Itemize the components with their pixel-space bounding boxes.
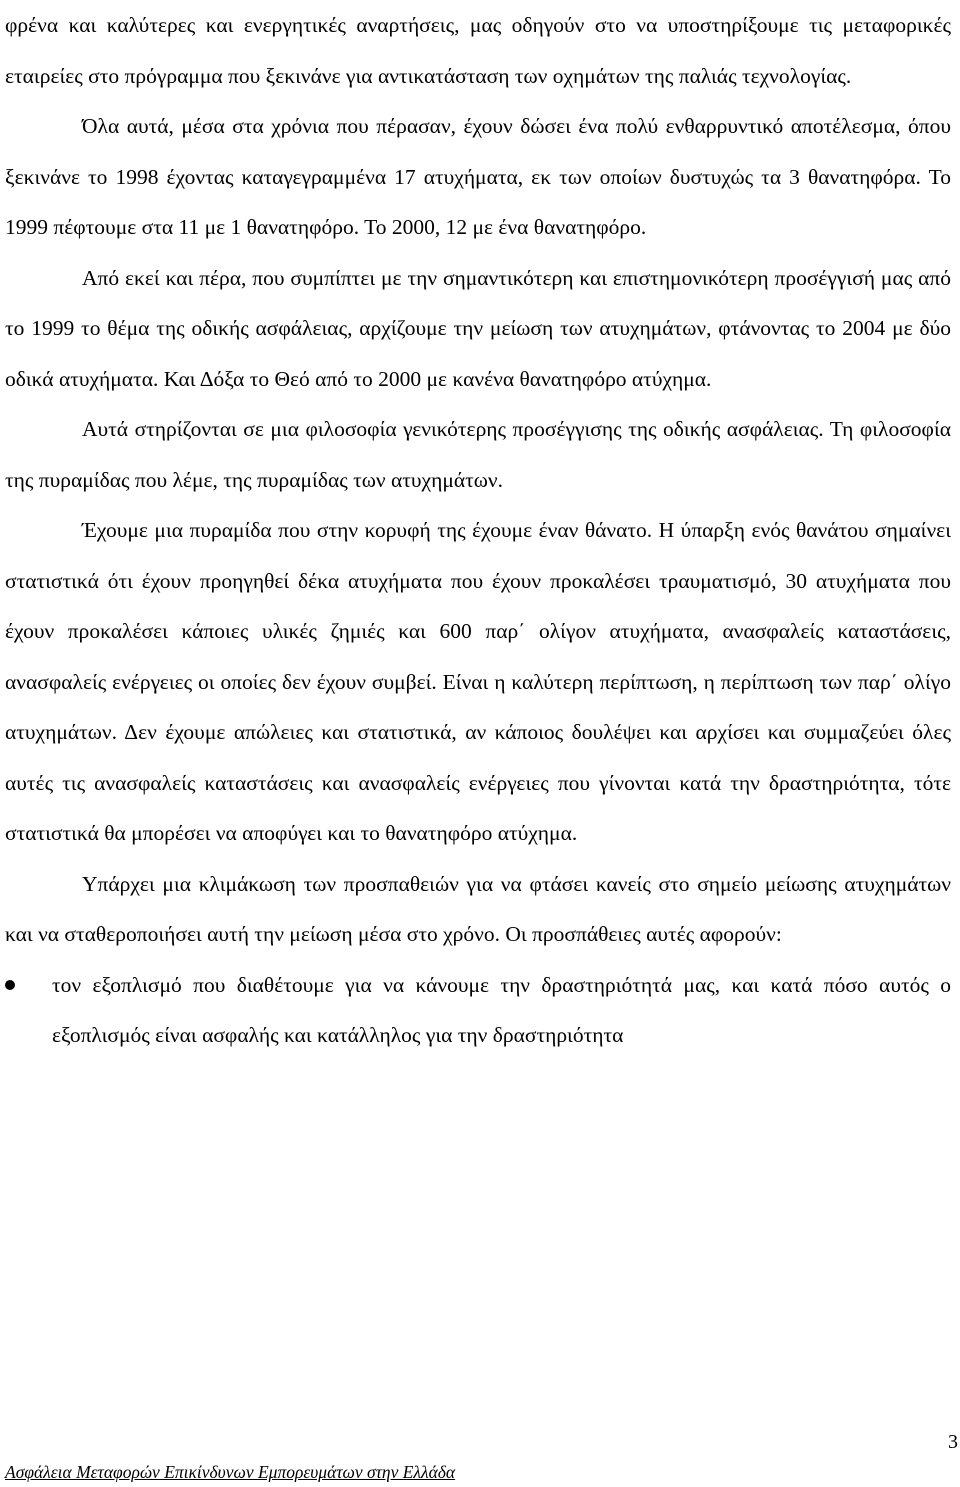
paragraph: Υπάρχει μια κλιμάκωση των προσπαθειών για να φτάσει κανείς στο σημείο μείωσης ατυχημάτων και να σταθεροποιήσει αυτή την μείωση μέσα στο χρόνο. Οι προσπάθειες αυτές αφορούν: (5, 871, 951, 946)
paragraph: Αυτά στηρίζονται σε μια φιλοσοφία γενικότερης προσέγγισης της οδικής ασφάλειας. Τη φιλοσοφία της πυραμίδας που λέμε, της πυραμίδας των ατυχημάτων. (5, 417, 951, 492)
list-item-text: τον εξοπλισμό που διαθέτουμε για να κάνουμε την δραστηριότητά μας, και κατά πόσο αυτός ο εξοπλισμός είναι ασφαλής και κατάλληλος για την δραστηριότητα (52, 972, 951, 1047)
page-number: 3 (948, 1431, 958, 1453)
bullet-icon (5, 980, 15, 990)
bullet-list (5, 960, 951, 1061)
paragraph: Από εκεί και πέρα, που συμπίπτει με την σημαντικότερη και επιστημονικότερη προσέγγισή μας από το 1999 το θέμα της οδικής ασφάλειας, αρχίζουμε την μείωση των ατυχημάτων, φτάνοντας το 2004 με δύο οδικά ατυχήματα. Και Δόξα το Θεό από το 2000 με κανένα θανατηφόρο ατύχημα. (5, 265, 951, 391)
body-text (5, 0, 951, 1061)
paragraph: Έχουμε μια πυραμίδα που στην κορυφή της έχουμε έναν θάνατο. Η ύπαρξη ενός θανάτου σημαίνει στατιστικά ότι έχουν προηγηθεί δέκα ατυχήματα που έχουν προκαλέσει τραυματισμό, 30 ατυχήματα που έχουν προκαλέσει κάποιες υλικές ζημιές και 600 παρ΄ ολίγον ατυχήματα, ανασφαλείς καταστάσεις, ανασφαλείς ενέργειες οι οποίες δεν έχουν συμβεί. Είναι η καλύτερη περίπτωση, η περίπτωση των παρ΄ ολίγο ατυχημάτων. Δεν έχουμε απώλειες και στατιστικά, αν κάποιος δουλέψει και αρχίσει και συμμαζεύει όλες αυτές τις ανασφαλείς καταστάσεις και ανασφαλείς ενέργειες που γίνονται κατά την δραστηριότητα, τότε στατιστικά θα μπορέσει να αποφύγει και το θανατηφόρο ατύχημα. (5, 518, 951, 845)
list-item (5, 960, 951, 1061)
paragraph: Όλα αυτά, μέσα στα χρόνια που πέρασαν, έχουν δώσει ένα πολύ ενθαρρυντικό αποτέλεσμα, όπου ξεκινάνε το 1998 έχοντας καταγεγραμμένα 17 ατυχήματα, εκ των οποίων δυστυχώς τα 3 θανατηφόρα. Το 1999 πέφτουμε στα 11 με 1 θανατηφόρο. Το 2000, 12 με ένα θανατηφόρο. (5, 114, 951, 239)
paragraph-continuation: φρένα και καλύτερες και ενεργητικές αναρτήσεις, μας οδηγούν στο να υποστηρίξουμε τις μεταφορικές εταιρείες στο πρόγραμμα που ξεκινάνε για αντικατάσταση των οχημάτων της παλιάς τεχνολογίας. (5, 13, 951, 88)
page-footer: Ασφάλεια Μεταφορών Επικίνδυνων Εμπορευμάτων στην Ελλάδα (5, 1462, 456, 1482)
